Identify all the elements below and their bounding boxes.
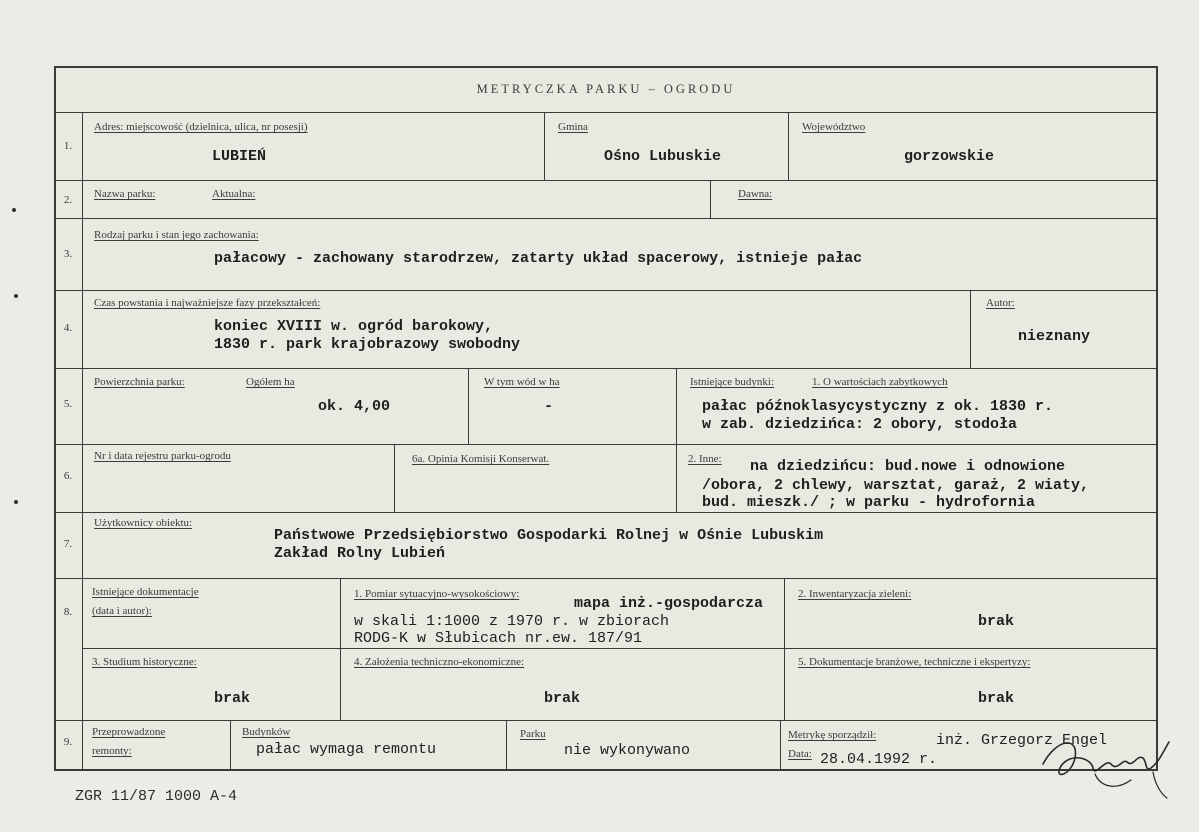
author-value: nieznany xyxy=(1018,328,1091,345)
author-label: Autor: xyxy=(986,297,1015,309)
col-divider xyxy=(710,180,711,218)
margin-dot xyxy=(14,294,18,298)
area-label: Powierzchnia parku: xyxy=(94,376,185,388)
row-divider xyxy=(56,218,1156,219)
repairs-label: Przeprowadzone xyxy=(92,726,166,738)
park-name-label: Nazwa parku: xyxy=(94,188,156,200)
repairs-sublabel: remonty: xyxy=(92,745,132,757)
prepared-by-value: inż. Grzegorz Engel xyxy=(936,732,1108,749)
num-column-divider xyxy=(82,112,83,771)
historic-buildings-label: 1. O wartościach zabytkowych xyxy=(812,376,948,388)
former-name-label: Dawna: xyxy=(738,188,773,200)
gmina-label: Gmina xyxy=(558,121,588,133)
row-number: 8. xyxy=(63,606,73,618)
address-label: Adres: miejscowość (dzielnica, ulica, nr posesji) xyxy=(94,121,308,133)
documentation-label: Istniejące dokumentacje xyxy=(92,586,199,598)
branch-docs-label: 5. Dokumentacje branżowe, techniczne i ekspertyzy: xyxy=(798,656,1031,668)
buildings-repair-label: Budynków xyxy=(242,726,291,738)
history-line-2: 1830 r. park krajobrazowy swobodny xyxy=(214,336,521,353)
existing-buildings-label: Istniejące budynki: xyxy=(690,376,775,388)
row-number: 2. xyxy=(63,194,73,206)
historic-buildings-line-1: pałac późnoklasycystyczny z ok. 1830 r. xyxy=(702,398,1054,415)
margin-dot xyxy=(12,208,16,212)
col-divider xyxy=(506,720,507,771)
date-value: 28.04.1992 r. xyxy=(820,751,938,768)
conservator-opinion-label: 6a. Opinia Komisji Konserwat. xyxy=(412,453,550,465)
col-divider xyxy=(784,578,785,720)
col-divider xyxy=(676,368,677,512)
col-divider xyxy=(788,112,789,180)
row-number: 6. xyxy=(63,470,73,482)
branch-docs-value: brak xyxy=(978,690,1015,707)
survey-label: 1. Pomiar sytuacyjno-wysokościowy: xyxy=(354,588,520,600)
park-repair-label: Parku xyxy=(520,728,546,740)
row-divider xyxy=(56,290,1156,291)
total-area-value: ok. 4,00 xyxy=(318,398,391,415)
voivodeship-label: Województwo xyxy=(802,121,866,133)
users-label: Użytkownicy obiektu: xyxy=(94,517,193,529)
form-code: ZGR 11/87 1000 A-4 xyxy=(75,788,238,805)
water-area-value: - xyxy=(544,398,554,415)
technical-assumptions-value: brak xyxy=(544,690,581,707)
users-line-2: Zakład Rolny Lubień xyxy=(274,545,446,562)
handwritten-signature xyxy=(1035,728,1175,800)
other-buildings-line-3: bud. mieszk./ ; w parku - hydrofornia xyxy=(702,494,1036,511)
row-number: 7. xyxy=(63,538,73,550)
row-divider xyxy=(56,112,1156,113)
date-label: Data: xyxy=(788,748,812,760)
voivodeship-value: gorzowskie xyxy=(904,148,995,165)
greenery-inventory-value: brak xyxy=(978,613,1015,630)
col-divider xyxy=(544,112,545,180)
total-area-label: Ogółem ha xyxy=(246,376,295,388)
row-divider xyxy=(56,368,1156,369)
row-number: 3. xyxy=(63,248,73,260)
prepared-by-label: Metrykę sporządził: xyxy=(788,729,877,741)
current-name-label: Aktualna: xyxy=(212,188,256,200)
margin-dot xyxy=(14,500,18,504)
historical-study-label: 3. Studium historyczne: xyxy=(92,656,197,668)
row-divider xyxy=(82,648,1156,649)
documentation-sublabel: (data i autor): xyxy=(92,605,152,617)
survey-line-1: mapa inż.-gospodarcza xyxy=(574,595,764,612)
users-line-1: Państwowe Przedsiębiorstwo Gospodarki Rolnej w Ośnie Lubuskim xyxy=(274,527,824,544)
water-area-label: W tym wód w ha xyxy=(484,376,560,388)
history-label: Czas powstania i najważniejsze fazy przekształceń: xyxy=(94,297,321,309)
row-number: 1. xyxy=(63,140,73,152)
other-buildings-label: 2. Inne: xyxy=(688,453,722,465)
address-value: LUBIEŃ xyxy=(212,148,267,165)
col-divider xyxy=(230,720,231,771)
survey-line-2: w skali 1:1000 z 1970 r. w zbiorach xyxy=(354,613,670,630)
gmina-value: Ośno Lubuskie xyxy=(604,148,722,165)
park-type-value: pałacowy - zachowany starodrzew, zatarty układ spacerowy, istnieje pałac xyxy=(214,250,863,267)
register-label: Nr i data rejestru parku-ogrodu xyxy=(94,450,231,462)
col-divider xyxy=(970,290,971,368)
historical-study-value: brak xyxy=(214,690,251,707)
row-divider xyxy=(56,444,1156,445)
row-divider xyxy=(56,180,1156,181)
row-number: 4. xyxy=(63,322,73,334)
technical-assumptions-label: 4. Założenia techniczno-ekonomiczne: xyxy=(354,656,525,668)
row-number: 5. xyxy=(63,398,73,410)
park-type-label: Rodzaj parku i stan jego zachowania: xyxy=(94,229,259,241)
other-buildings-line-1: na dziedzińcu: bud.nowe i odnowione xyxy=(750,458,1066,475)
col-divider xyxy=(394,444,395,512)
history-line-1: koniec XVIII w. ogród barokowy, xyxy=(214,318,494,335)
card-title: METRYCZKA PARKU – OGRODU xyxy=(476,82,736,96)
park-repair-value: nie wykonywano xyxy=(564,742,691,759)
survey-line-3: RODG-K w Słubicach nr.ew. 187/91 xyxy=(354,630,643,647)
col-divider xyxy=(468,368,469,444)
row-number: 9. xyxy=(63,736,73,748)
row-divider xyxy=(56,578,1156,579)
park-record-card xyxy=(54,66,1158,771)
greenery-inventory-label: 2. Inwentaryzacja zieleni: xyxy=(798,588,912,600)
col-divider xyxy=(340,578,341,720)
other-buildings-line-2: /obora, 2 chlewy, warsztat, garaż, 2 wiaty, xyxy=(702,477,1090,494)
historic-buildings-line-2: w zab. dziedzińca: 2 obory, stodoła xyxy=(702,416,1018,433)
col-divider xyxy=(780,720,781,771)
row-divider xyxy=(56,512,1156,513)
buildings-repair-value: pałac wymaga remontu xyxy=(256,741,437,758)
row-divider xyxy=(56,720,1156,721)
